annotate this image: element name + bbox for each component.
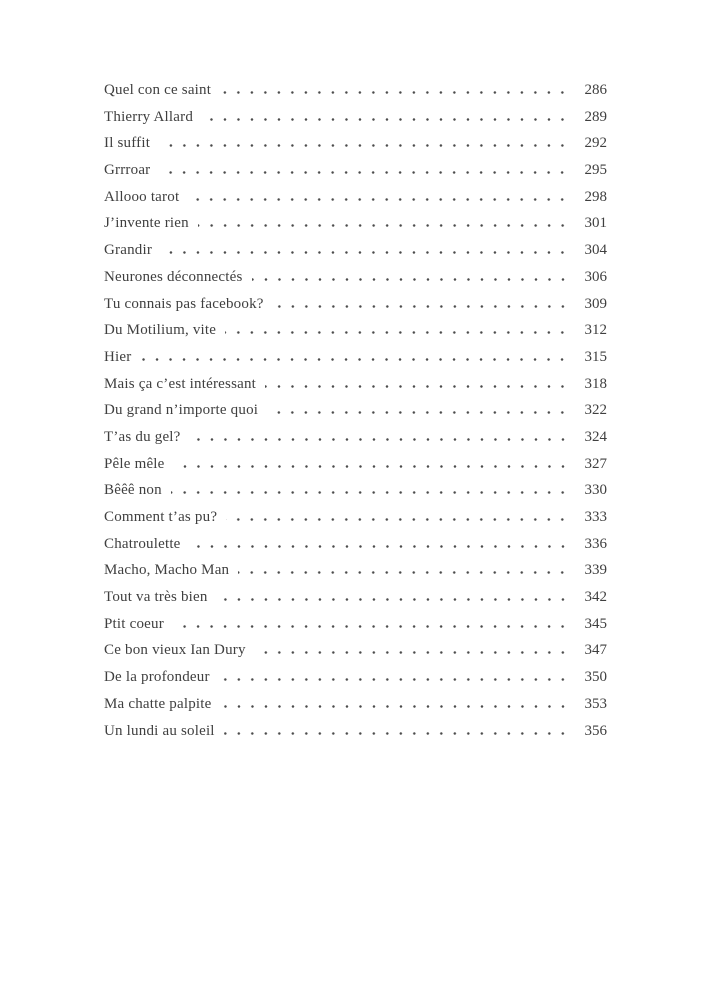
- toc-entry-page-number: 333: [584, 509, 607, 525]
- dot-leader: [238, 570, 574, 574]
- toc-entry-page-number: 289: [584, 108, 607, 125]
- dot-leader: [273, 304, 574, 308]
- toc-entry-page-number: 315: [584, 348, 607, 365]
- toc-entry[interactable]: [104, 296, 607, 323]
- toc-entry-page-number: 336: [584, 535, 607, 552]
- toc-entry-page-number: 345: [584, 615, 607, 632]
- toc-entry-page-number: 327: [584, 455, 607, 472]
- toc-entry-page-number: 304: [584, 242, 607, 259]
- toc-entry-title[interactable]: Allooo tarot: [104, 188, 180, 205]
- dot-leader: [140, 357, 574, 361]
- dot-leader: [198, 223, 574, 227]
- toc-entry-title[interactable]: Un lundi au soleil: [104, 722, 215, 739]
- toc-entry[interactable]: [104, 616, 607, 643]
- toc-entry-title[interactable]: T’as du gel?: [104, 428, 181, 445]
- toc-entry-page-number: 312: [584, 322, 607, 339]
- toc-entry[interactable]: [104, 509, 607, 536]
- toc-entry-title[interactable]: Quel con ce saint: [104, 82, 212, 98]
- toc-entry-title[interactable]: Grrroar: [104, 162, 151, 179]
- toc-entry-title[interactable]: Pêle mêle: [104, 455, 165, 472]
- toc-entry-title[interactable]: Thierry Allard: [104, 108, 194, 125]
- toc-entry[interactable]: [104, 269, 607, 296]
- toc-entry-title[interactable]: Chatroulette: [104, 535, 181, 552]
- toc-entry-title[interactable]: Hier: [104, 348, 132, 365]
- toc-entry[interactable]: [104, 696, 607, 723]
- toc-entry[interactable]: [104, 402, 607, 429]
- dot-leader: [190, 544, 574, 548]
- toc-entry-page-number: 347: [584, 642, 607, 659]
- toc-entry-title[interactable]: Tu connais pas facebook?: [104, 295, 264, 312]
- toc-entry-title[interactable]: J’invente rien: [104, 215, 189, 232]
- dot-leader: [188, 197, 574, 201]
- dot-leader: [174, 464, 574, 468]
- dot-leader: [190, 437, 574, 441]
- toc-entry-page-number: 318: [584, 375, 607, 392]
- book-page: [104, 82, 607, 749]
- toc-entry[interactable]: [104, 189, 607, 216]
- dot-leader: [161, 250, 574, 254]
- toc-entry-title[interactable]: Bêêê non: [104, 482, 162, 499]
- dot-leader: [225, 330, 574, 334]
- toc-entry[interactable]: [104, 215, 607, 242]
- toc-entry[interactable]: [104, 482, 607, 509]
- toc-entry-page-number: 301: [584, 215, 607, 232]
- toc-entry[interactable]: [104, 589, 607, 616]
- dot-leader: [252, 277, 574, 281]
- table-of-contents: [104, 82, 607, 749]
- toc-entry-page-number: 309: [584, 295, 607, 312]
- toc-entry[interactable]: [104, 429, 607, 456]
- dot-leader: [255, 650, 574, 654]
- toc-entry-title[interactable]: Macho, Macho Man: [104, 562, 230, 579]
- toc-entry-title[interactable]: Comment t’as pu?: [104, 509, 218, 525]
- toc-entry-page-number: 292: [584, 135, 607, 152]
- toc-entry[interactable]: [104, 669, 607, 696]
- toc-entry-title[interactable]: Grandir: [104, 242, 153, 259]
- toc-entry[interactable]: [104, 322, 607, 349]
- dot-leader: [171, 490, 574, 494]
- dot-leader: [202, 117, 574, 121]
- toc-entry[interactable]: [104, 109, 607, 136]
- toc-entry-title[interactable]: Du grand n’importe quoi: [104, 402, 259, 419]
- toc-entry-page-number: 350: [584, 669, 607, 686]
- toc-entry[interactable]: [104, 349, 607, 376]
- toc-entry-page-number: 356: [584, 722, 607, 739]
- toc-entry-title[interactable]: De la profondeur: [104, 669, 210, 686]
- toc-entry-page-number: 353: [584, 695, 607, 712]
- toc-entry-title[interactable]: Ptit coeur: [104, 615, 164, 632]
- toc-entry[interactable]: [104, 135, 607, 162]
- toc-entry-page-number: 286: [584, 82, 607, 98]
- dot-leader: [265, 384, 574, 388]
- dot-leader: [224, 731, 574, 735]
- toc-entry-page-number: 324: [584, 428, 607, 445]
- dot-leader: [159, 170, 574, 174]
- dot-leader: [219, 677, 574, 681]
- toc-entry-page-number: 306: [584, 268, 607, 285]
- toc-entry[interactable]: [104, 723, 607, 750]
- dot-leader: [220, 90, 574, 94]
- toc-entry[interactable]: [104, 562, 607, 589]
- toc-entry-page-number: 322: [584, 402, 607, 419]
- toc-entry[interactable]: [104, 242, 607, 269]
- toc-entry-title[interactable]: Il suffit: [104, 135, 151, 152]
- toc-entry-title[interactable]: Neurones déconnectés: [104, 268, 243, 285]
- toc-entry-page-number: 330: [584, 482, 607, 499]
- dot-leader: [173, 624, 574, 628]
- toc-entry[interactable]: [104, 642, 607, 669]
- toc-entry-page-number: 298: [584, 188, 607, 205]
- toc-entry-page-number: 342: [584, 589, 607, 606]
- dot-leader: [226, 517, 574, 521]
- toc-entry[interactable]: [104, 456, 607, 483]
- dot-leader: [217, 597, 574, 601]
- toc-entry-title[interactable]: Ce bon vieux Ian Dury: [104, 642, 246, 659]
- toc-entry-title[interactable]: Mais ça c’est intéressant: [104, 375, 257, 392]
- toc-entry-page-number: 295: [584, 162, 607, 179]
- toc-entry[interactable]: [104, 536, 607, 563]
- toc-entry-title[interactable]: Du Motilium, vite: [104, 322, 217, 339]
- toc-entry[interactable]: [104, 376, 607, 403]
- toc-entry-page-number: 339: [584, 562, 607, 579]
- dot-leader: [221, 704, 574, 708]
- toc-entry[interactable]: [104, 162, 607, 189]
- toc-entry-title[interactable]: Tout va très bien: [104, 589, 208, 606]
- toc-entry[interactable]: [104, 82, 607, 109]
- dot-leader: [267, 410, 574, 414]
- dot-leader: [159, 143, 574, 147]
- toc-entry-title[interactable]: Ma chatte palpite: [104, 695, 212, 712]
